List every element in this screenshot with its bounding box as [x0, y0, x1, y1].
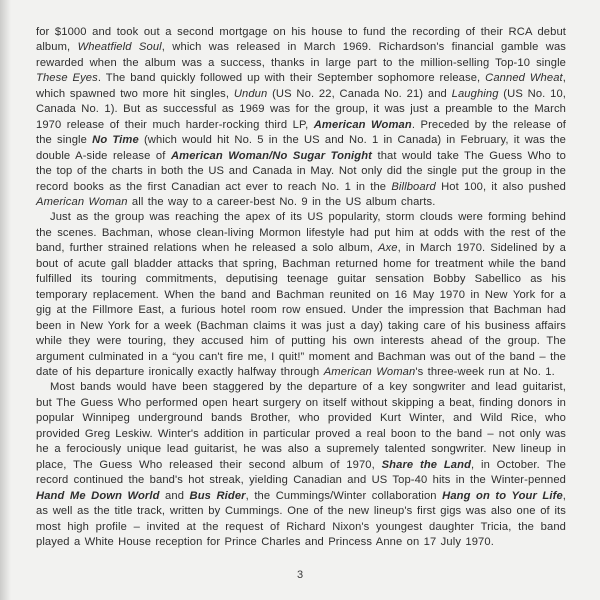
paragraph	[36, 210, 566, 380]
scan-edge-shadow	[0, 0, 11, 600]
emphasized-text: Hang on to Your Life	[442, 489, 563, 502]
emphasized-text: American Woman	[313, 118, 412, 131]
emphasized-text: Hand Me Down World	[36, 489, 160, 502]
emphasized-text: Billboard	[391, 180, 436, 193]
emphasized-text: Laughing	[451, 87, 499, 100]
text-run: , which spawned two more hit singles,	[36, 72, 566, 100]
emphasized-text: Axe	[377, 242, 398, 255]
text-run: Just as the group was reaching the apex of its US popularity, storm clouds were forming behind the scenes. Bachman, whose clean-living Mormon lifestyle had put him at odds with the rest of the band, further strained relations when he released a solo album,	[36, 211, 566, 255]
emphasized-text: American Woman	[36, 195, 128, 208]
text-run: Most bands would have been staggered by the departure of a key songwriter and lead guitarist, but The Guess Who performed open heart surgery on itself without skipping a beat, finding donors in popular Winnipeg underground bands Brother, who provided Kurt Winter, and Wild Rice, who provided Greg Leskiw. Winter's addition in particular proved a real boon to the band – not only was he a ferociously unique lead guitarist, he was also a supremely talented songwriter. New lineup in place, The Guess Who released their second album of 1970,	[36, 381, 566, 471]
paragraph	[36, 380, 566, 550]
emphasized-text: No Time	[92, 134, 139, 147]
emphasized-text: Canned Wheat	[485, 72, 563, 85]
text-run: , which was released in March 1969. Richardson's financial gamble was rewarded when the album was a success, thanks in large part to the million-selling Top-10 single	[36, 41, 566, 69]
text-run: (US No. 22, Canada No. 21) and	[267, 87, 452, 100]
text-run: Hot 100, it also pushed	[435, 180, 566, 193]
text-run: (which would hit No. 5 in the US and No. 1 in Canada) in February, it was the double A-side release of	[36, 134, 566, 162]
emphasized-text: Wheatfield Soul	[77, 41, 162, 54]
emphasized-text: These Eyes	[36, 72, 98, 85]
text-run: , in March 1970. Sidelined by a bout of acute gall bladder attacks that spring, Bachman returned home for treatment while the band fulfilled its touring commitments, deputising teenage guitar sensation Bobby Sabellico as his temporary replacement. When the band and Bachman reunited on 16 May 1970 in New York for a gig at the Fillmore East, a furious hotel room row ensued. Under the impression that Bachman had been in New York for a week (Bachman claims it was just a day) taking care of his business affairs while they were touring, they accused him of putting his own interests ahead of the group. The argument culminated in a “you can't fire me, I quit!” moment and Bachman was out of the band – the date of his departure ironically exactly halfway through	[36, 242, 566, 378]
text-run: . Preceded by the release of the single	[36, 118, 567, 147]
text-run: (US No. 10, Canada No. 1). But as successful as 1969 was for the group, it was just a preamble to the March 1970 release of their much harder-rocking third LP,	[36, 87, 566, 131]
text-run: , the Cummings/Winter collaboration	[245, 489, 443, 502]
body-text	[36, 25, 566, 550]
text-run: 's three-week run at No. 1.	[415, 365, 555, 378]
emphasized-text: American Woman/No Sugar Tonight	[170, 149, 372, 162]
emphasized-text: Undun	[233, 87, 268, 100]
text-run: . The band quickly followed up with their September sophomore release,	[97, 72, 486, 85]
paragraph	[36, 25, 566, 210]
text-run: for $1000 and took out a second mortgage on his house to fund the recording of their RCA debut album,	[36, 26, 566, 54]
text-run: and	[159, 489, 190, 502]
emphasized-text: Share the Land	[381, 458, 472, 471]
text-run: , as well as the title track, written by Cummings. One of the new lineup's first gigs was also one of its most high profile – invited at the request of Richard Nixon's youngest daughter Tricia, the band played a White House reception for Prince Charles and Princess Anne on 17 July 1970.	[36, 489, 567, 548]
page-number: 3	[296, 569, 304, 581]
text-run: all the way to a career-best No. 9 in the US album charts.	[127, 195, 436, 208]
text-run: , in October. The record continued the band's hot streak, yielding Canadian and US Top-40 hits in the Winter-penned	[36, 458, 567, 487]
text-run: that would take The Guess Who to the top of the charts in both the US and Canada in May. Not only did the single put the group in the record books as the first Canadian act ever to reach No. 1 in the	[36, 149, 566, 193]
emphasized-text: Bus Rider	[189, 489, 246, 502]
emphasized-text: American Woman	[323, 365, 416, 378]
